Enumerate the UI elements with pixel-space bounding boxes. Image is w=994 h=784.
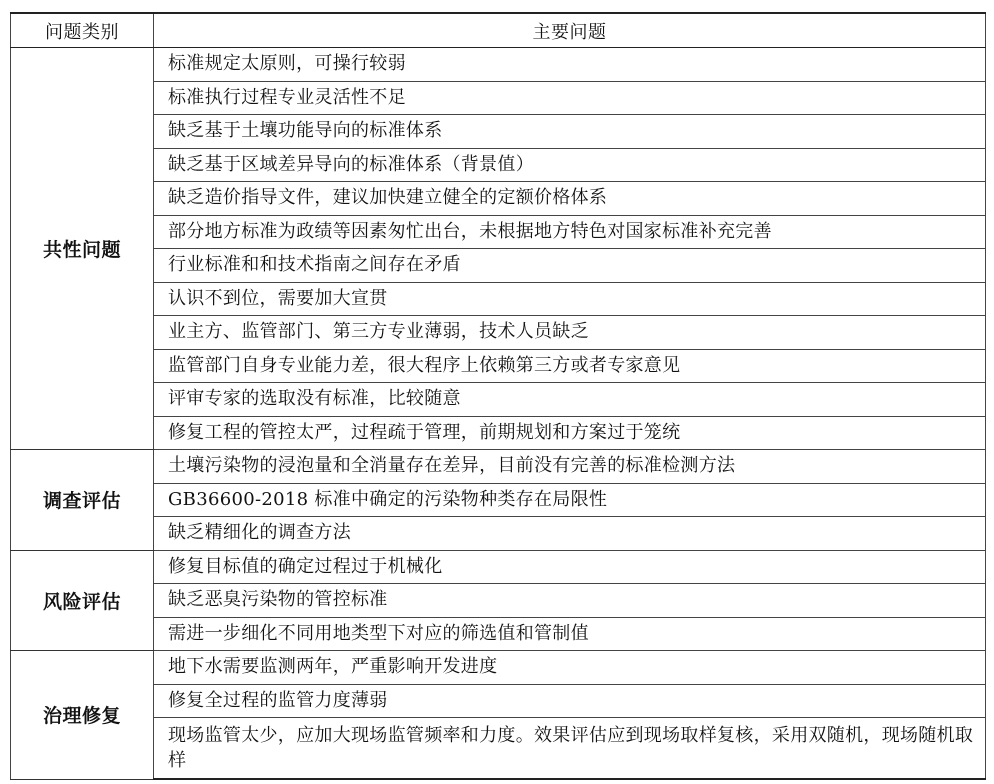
group-remediation [11,651,986,780]
table-row [11,383,986,417]
table-row [11,450,986,484]
table-row [11,182,986,216]
table-row [11,684,986,718]
table-row [11,651,986,685]
issue-cell: 修复全过程的监管力度薄弱 [154,684,986,718]
issue-cell: 现场监管太少，应加大现场监管频率和力度。效果评估应到现场取样复核，采用双随机，现场随机取样 [154,718,986,780]
header-issues: 主要问题 [154,13,986,48]
table-row [11,282,986,316]
issue-cell: GB36600-2018 标准中确定的污染物种类存在局限性 [154,483,986,517]
table-row [11,517,986,551]
category-cell: 风险评估 [11,550,154,651]
issue-cell: 监管部门自身专业能力差，很大程序上依赖第三方或者专家意见 [154,349,986,383]
table-row [11,416,986,450]
issue-cell: 土壤污染物的浸泡量和全消量存在差异，目前没有完善的标准检测方法 [154,450,986,484]
issue-cell: 评审专家的选取没有标准，比较随意 [154,383,986,417]
category-cell: 共性问题 [11,48,154,450]
table-row [11,349,986,383]
table-row [11,115,986,149]
table-row [11,718,986,780]
issue-cell: 修复目标值的确定过程过于机械化 [154,550,986,584]
issue-cell: 业主方、监管部门、第三方专业薄弱，技术人员缺乏 [154,316,986,350]
category-cell: 调查评估 [11,450,154,551]
issue-cell: 缺乏造价指导文件，建议加快建立健全的定额价格体系 [154,182,986,216]
group-common [11,48,986,450]
issue-cell: 行业标准和和技术指南之间存在矛盾 [154,249,986,283]
issue-cell: 地下水需要监测两年，严重影响开发进度 [154,651,986,685]
table-row [11,148,986,182]
issue-cell: 修复工程的管控太严，过程疏于管理，前期规划和方案过于笼统 [154,416,986,450]
issue-cell: 缺乏恶臭污染物的管控标准 [154,584,986,618]
table-row [11,584,986,618]
header-category: 问题类别 [11,13,154,48]
table-row [11,249,986,283]
category-cell: 治理修复 [11,651,154,780]
table-row [11,316,986,350]
issue-cell: 需进一步细化不同用地类型下对应的筛选值和管制值 [154,617,986,651]
issue-cell: 标准规定太原则，可操行较弱 [154,48,986,82]
issue-cell: 缺乏基于区域差异导向的标准体系（背景值） [154,148,986,182]
table-row [11,550,986,584]
table-row [11,617,986,651]
issue-cell: 缺乏基于土壤功能导向的标准体系 [154,115,986,149]
table-row [11,215,986,249]
table-row [11,483,986,517]
issue-cell: 认识不到位，需要加大宣贯 [154,282,986,316]
group-investigation [11,450,986,551]
header-row [11,13,986,48]
issues-table [10,12,986,780]
issue-cell: 缺乏精细化的调查方法 [154,517,986,551]
table-row [11,81,986,115]
issue-cell: 标准执行过程专业灵活性不足 [154,81,986,115]
group-risk [11,550,986,651]
issue-cell: 部分地方标准为政绩等因素匆忙出台，未根据地方特色对国家标准补充完善 [154,215,986,249]
table-row [11,48,986,82]
